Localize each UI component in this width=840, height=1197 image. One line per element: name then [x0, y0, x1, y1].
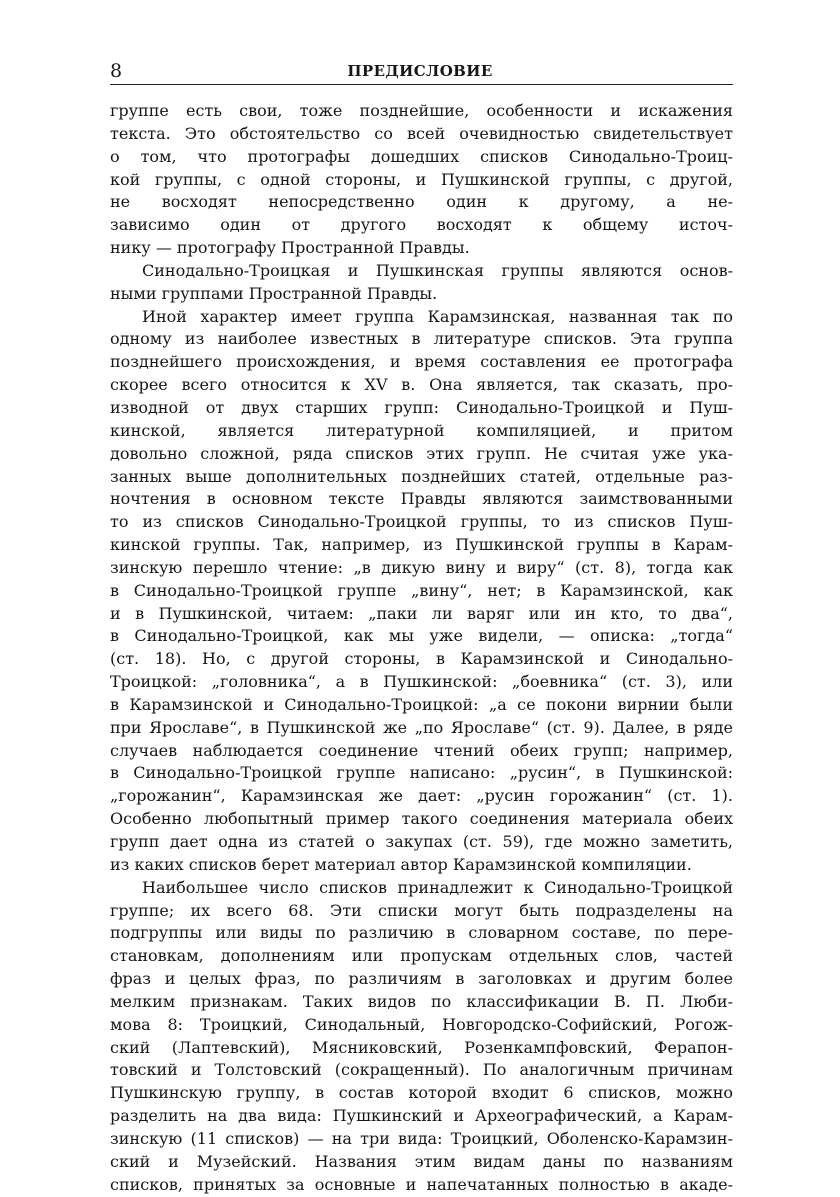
text-line: „горожанин“, Карамзинская же дает: „русин горожанин“ (ст. 1).: [110, 786, 733, 806]
text-line: Троицкой: „головника“, а в Пушкинской: „боевника“ (ст. 3), или: [110, 672, 733, 692]
text-line: занных выше дополнительных позднейших статей, отдельные раз-: [110, 466, 733, 486]
text-line: групп дает одна из статей о закупах (ст. 59), где можно заметить,: [110, 832, 733, 851]
text-line: товский и Толстовский (сокращенный). По аналогичным причинам: [110, 1060, 733, 1080]
running-header-title: ПРЕДИСЛОВИЕ: [347, 62, 493, 80]
text-line: ными группами Пространной Правды.: [110, 283, 438, 303]
text-line: изводной от двух старших групп: Синодально-Троицкой и Пуш-: [110, 397, 733, 417]
page-number: 8: [110, 60, 123, 82]
text-line: зависимо один от другого восходят к общему источ-: [110, 215, 733, 235]
body-text: [110, 100, 733, 1197]
text-line: то из списков Синодально-Троицкой группы, то из списков Пуш-: [110, 512, 733, 532]
text-line: Иной характер имеет группа Карамзинская, названная так по: [142, 306, 733, 326]
text-line: кинской, является литературной компиляцией, и притом: [110, 420, 733, 440]
text-line: в Синодально-Троицкой, как мы уже видели, — описка: „тогда“: [110, 626, 733, 646]
text-line: текста. Это обстоятельство со всей очевидностью свидетельствует: [110, 123, 733, 143]
text-line: в Синодально-Троицкой группе „вину“, нет; в Карамзинской, как: [110, 580, 733, 600]
text-line: списков, принятых за основные и напечатанных полностью в акаде-: [110, 1174, 733, 1194]
text-line: и в Пушкинской, читаем: „паки ли варяг или ин кто, то два“,: [110, 603, 733, 623]
text-line: кинской группы. Так, например, из Пушкинской группы в Карам-: [110, 535, 733, 555]
text-line: в Карамзинской и Синодально-Троицкой: „а се покони вирнии были: [110, 694, 733, 714]
text-line: скорее всего относится к XV в. Она является, так сказать, про-: [110, 375, 733, 395]
text-line: разделить на два вида: Пушкинский и Археографический, а Карам-: [110, 1106, 733, 1126]
text-line: группе; их всего 68. Эти списки могут быть подразделены на: [110, 900, 733, 920]
text-line: из каких списков берет материал автор Карамзинской компиляции.: [110, 854, 692, 874]
text-line: фраз и целых фраз, по различиям в заголовках и другим более: [110, 969, 733, 989]
text-line: зинскую перешло чтение: „в дикую вину и виру“ (ст. 8), тогда как: [110, 557, 733, 577]
text-line: Особенно любопытный пример такого соединения материала обеих: [110, 809, 733, 829]
text-line: ский (Лаптевский), Мясниковский, Розенкампфовский, Ферапон-: [110, 1037, 733, 1057]
text-line: одному из наиболее известных в литературе списков. Эта группа: [110, 329, 733, 349]
text-line: подгруппы или виды по различию в словарном составе, по пере-: [110, 923, 733, 943]
text-line: не восходят непосредственно один к другому, а не-: [110, 192, 733, 212]
text-line: позднейшего происхождения, и время составления ее протографа: [110, 352, 733, 372]
header-divider: [110, 84, 733, 85]
text-line: случаев наблюдается соединение чтений обеих групп; например,: [110, 740, 733, 760]
text-line: при Ярославе“, в Пушкинской же „по Ярославе“ (ст. 9). Далее, в ряде: [110, 717, 733, 737]
text-line: Наибольшее число списков принадлежит к Синодально-Троицкой: [142, 877, 733, 897]
text-line: кой группы, с одной стороны, и Пушкинской группы, с другой,: [110, 169, 733, 189]
text-line: Пушкинскую группу, в состав которой входит 6 списков, можно: [110, 1083, 733, 1103]
text-line: мова 8: Троицкий, Синодальный, Новгородско-Софийский, Рогож-: [110, 1014, 733, 1034]
text-line: зинскую (11 списков) — на три вида: Троицкий, Оболенско-Карамзин-: [110, 1128, 733, 1148]
text-line: о том, что протографы дошедших списков Синодально-Троиц-: [110, 146, 733, 166]
text-line: становкам, дополнениям или пропускам отдельных слов, частей: [110, 946, 733, 966]
text-line: мелким признакам. Таких видов по классификации В. П. Люби-: [110, 991, 733, 1011]
text-line: нику — протографу Пространной Правды.: [110, 238, 470, 258]
text-line: ночтения в основном тексте Правды являются заимствованными: [110, 489, 733, 509]
text-line: в Синодально-Троицкой группе написано: „русин“, в Пушкинской:: [110, 763, 733, 783]
text-line: группе есть свои, тоже позднейшие, особенности и искажения: [110, 101, 733, 120]
text-line: (ст. 18). Но, с другой стороны, в Карамзинской и Синодально-: [110, 649, 733, 669]
text-line: довольно сложной, ряда списков этих групп. Не считая уже ука-: [110, 443, 733, 463]
text-line: Синодально-Троицкая и Пушкинская группы являются основ-: [142, 260, 733, 280]
text-line: ский и Музейский. Названия этим видам даны по названиям: [110, 1151, 733, 1171]
